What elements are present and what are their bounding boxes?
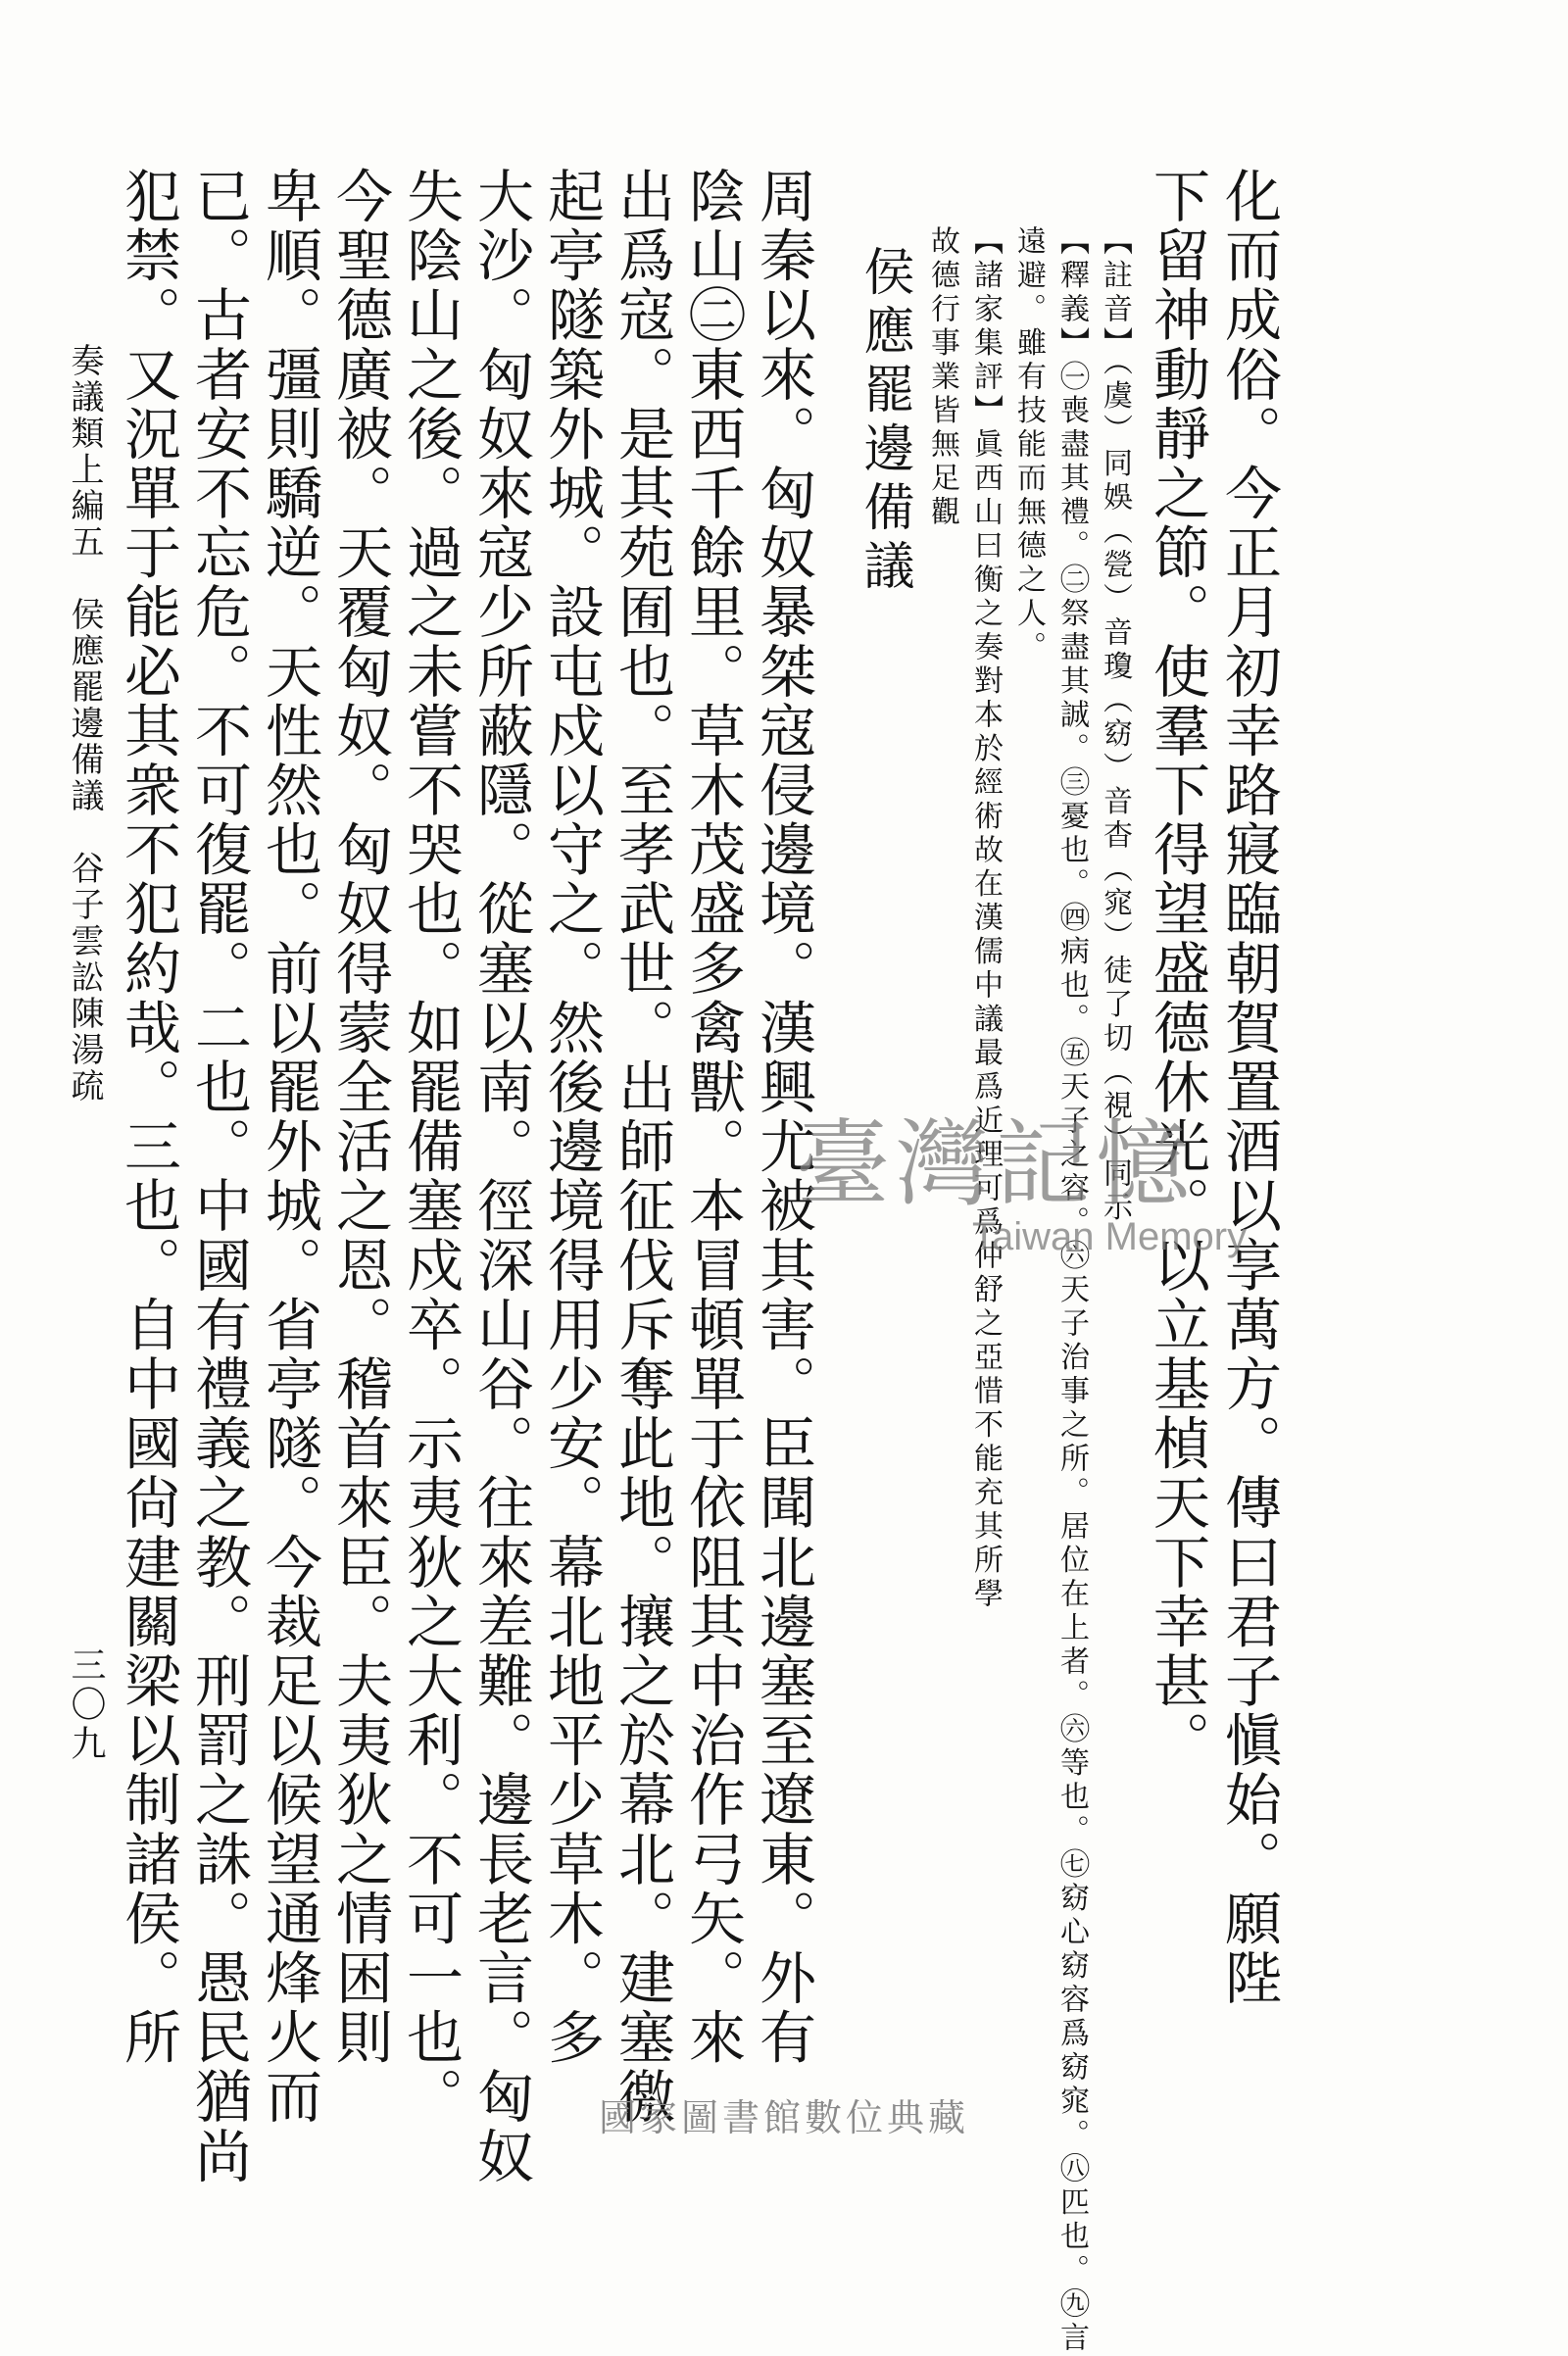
- note-column-zhuyin: 【註音】（虞）同娛（甇）音瓊（窈）音杳（窕）徒了切（視）同示: [1098, 225, 1132, 1225]
- body-column-2: 陰山㊁東西千餘里。草木茂盛多禽獸。本冒頓單于依阻其中治作弓矢。來: [679, 167, 746, 2068]
- watermark-english: Taiwan Memory: [972, 1215, 1248, 1258]
- section-title: 侯應罷邊備議: [855, 245, 913, 598]
- body-column-5: 大沙。匈奴來寇少所蔽隱。從塞以南。徑深山谷。往來差難。邊長老言。匈奴: [467, 167, 534, 2186]
- body-column-4: 起亭隧築外城。設屯戍以守之。然後邊境得用少安。幕北地平少草木。多: [538, 167, 605, 2068]
- note-column-jiping-cont: 故德行事業皆無足觀: [925, 225, 959, 530]
- body-column-10: 犯禁。又況單于能必其衆不犯約哉。三也。自中國尙建關梁以制諸侯。所: [115, 167, 181, 2068]
- text-column-2: 下留神動靜之節。使羣下得望盛德休光。以立基楨天下幸甚。: [1144, 167, 1210, 1771]
- note-column-shiyi-cont: 遠避。雖有技能而無德之人。: [1011, 225, 1046, 665]
- body-column-7: 今聖德廣被。天覆匈奴。匈奴得蒙全活之恩。稽首來臣。夫夷狄之情困則: [326, 167, 393, 2068]
- body-column-1: 周秦以來。匈奴暴桀寇侵邊境。漢興尤被其害。臣聞北邊塞至遼東。外有: [750, 167, 816, 2068]
- note-column-jiping: 【諸家集評】眞西山曰衡之奏對本於經術故在漢儒中議最爲近理可爲仲舒之亞惜不能充其所學: [968, 225, 1003, 1612]
- body-column-9: 已。古者安不忘危。不可復罷。二也。中國有禮義之教。刑罰之誅。愚民猶尚: [185, 167, 252, 2186]
- body-column-8: 卑順。彊則驕逆。天性然也。前以罷外城。省亭隧。今裁足以候望通烽火而: [256, 167, 322, 2127]
- text-column-1: 化而成俗。今正月初幸路寢臨朝賀置酒以享萬方。傳曰君子愼始。願陛: [1215, 167, 1282, 2008]
- library-caption: 國家圖書館數位典藏: [598, 2096, 969, 2139]
- note-column-shiyi: 【釋義】㊀喪盡其禮。㊁祭盡其誠。㊂憂也。㊃病也。㊄天子之容。㊅天子治事之所。居位在上者。㊅等也。㊆窈心窈容爲窈窕。㊇匹也。㊈言: [1054, 225, 1089, 2356]
- page-number: 三〇九: [66, 1646, 106, 1764]
- body-column-3: 出爲寇。是其苑囿也。至孝武世。出師征伐斥奪此地。攘之於幕北。建塞徼: [609, 167, 675, 2127]
- running-footer: 奏議類上編五 侯應罷邊備議 谷子雲訟陳湯疏: [65, 343, 104, 1104]
- body-column-6: 失陰山之後。過之未嘗不哭也。如罷備塞戍卒。示夷狄之大利。不可一也。: [397, 167, 464, 2127]
- taiwan-memory-watermark: [796, 1109, 1256, 1284]
- watermark-chinese: 臺灣記憶: [796, 1109, 1196, 1219]
